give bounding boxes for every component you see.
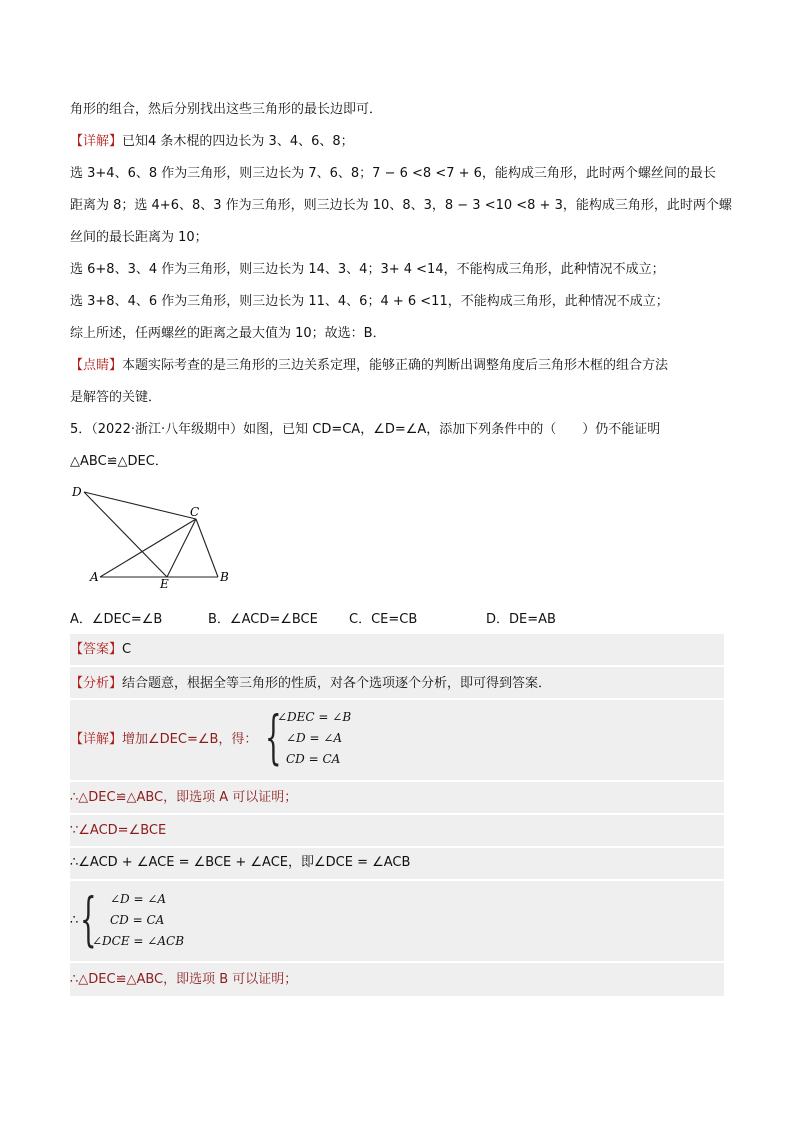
system-1-row: CD = CA <box>286 752 341 766</box>
label-b: B <box>220 570 229 584</box>
label-e: E <box>160 577 169 591</box>
answer-tag: 【答案】 <box>70 642 123 657</box>
text-line: 丝间的最长距离为 10； <box>70 230 208 245</box>
solution-shade <box>70 815 724 846</box>
conclusion-b: ∴△DEC≌△ABC，即选项 B 可以证明； <box>70 972 298 987</box>
text-line: 选 3+4、6、8 作为三角形，则三边长为 7、6、8；7 − 6 <8 <7 + 6，能构成三角形，此时两个螺丝间的最长 <box>70 166 716 181</box>
equation-system-2 <box>92 889 184 952</box>
given-line: ∵∠ACD=∠BCE <box>70 823 167 838</box>
label-a: A <box>90 570 99 584</box>
system-1-row: ∠DEC = ∠B <box>277 710 352 724</box>
text-line: 角形的组合，然后分别找出这些三角形的最长边即可． <box>70 102 383 117</box>
choice-a: A．∠DEC=∠B <box>70 612 163 627</box>
equation-system-1 <box>277 707 351 770</box>
system-2-row: ∠D = ∠A <box>110 892 167 906</box>
analysis-text: 结合题意，根据全等三角形的性质，对各个选项逐个分析，即可得到答案． <box>122 676 552 691</box>
text-span: 本题实际考查的是三角形的三边关系定理，能够正确的判断出调整角度后三角形木框的组合方法 <box>122 358 669 373</box>
text-line: 是解答的关键． <box>70 390 162 405</box>
system-2-row: ∠DCE = ∠ACB <box>92 934 185 948</box>
solution-shade <box>70 634 724 665</box>
choice-c: C．CE=CB <box>349 612 418 627</box>
left-brace: { <box>265 703 282 771</box>
choice-d: D．DE=AB <box>486 612 556 627</box>
detail-tag: 【详解】 <box>70 732 123 747</box>
detail-intro: 增加∠DEC=∠B，得： <box>122 732 258 747</box>
analysis-tag: 【分析】 <box>70 676 123 691</box>
text-span: 已知4 条木棍的四边长为 3、4、6、8； <box>122 134 354 149</box>
question-5-stem: 5．（2022·浙江·八年级期中）如图，已知 CD=CA，∠D=∠A，添加下列条件中的（ ）仍不能证明 <box>70 422 661 437</box>
system-1-row: ∠D = ∠A <box>286 731 343 745</box>
detail-tag: 【详解】 <box>70 134 123 149</box>
therefore-symbol: ∴ <box>70 913 79 928</box>
detail-paragraph-line <box>70 132 354 152</box>
text-line: 选 3+8、4、6 作为三角形，则三边长为 11、4、6；4 + 6 <11，不能构成三角形，此种情况不成立； <box>70 294 669 309</box>
answer-line <box>70 640 131 660</box>
system-2-row: CD = CA <box>110 913 165 927</box>
question-5-stem-continued: △ABC≌△DEC． <box>70 454 168 469</box>
derivation-line: ∴∠ACD + ∠ACE = ∠BCE + ∠ACE，即∠DCE = ∠ACB <box>70 855 411 870</box>
left-brace: { <box>80 885 97 953</box>
remark-paragraph-line <box>70 356 668 376</box>
analysis-line <box>70 674 551 694</box>
triangle-figure <box>70 482 240 592</box>
choice-b: B．∠ACD=∠BCE <box>208 612 318 627</box>
label-d: D <box>72 485 82 499</box>
detail-line <box>70 730 257 750</box>
answer-value: C <box>122 642 132 657</box>
label-c: C <box>190 505 200 519</box>
remark-tag: 【点睛】 <box>70 358 123 373</box>
text-line: 综上所述，任两螺丝的距离之最大值为 10；故选：B． <box>70 326 386 341</box>
text-line: 选 6+8、3、4 作为三角形，则三边长为 14、3、4；3+ 4 <14，不能构成三角形，此种情况不成立； <box>70 262 665 277</box>
conclusion-a: ∴△DEC≌△ABC，即选项 A 可以证明； <box>70 790 298 805</box>
text-line: 距离为 8；选 4+6、8、3 作为三角形，则三边长为 10、8、3，8 − 3 <10 <8 + 3，能构成三角形，此时两个螺 <box>70 198 732 213</box>
